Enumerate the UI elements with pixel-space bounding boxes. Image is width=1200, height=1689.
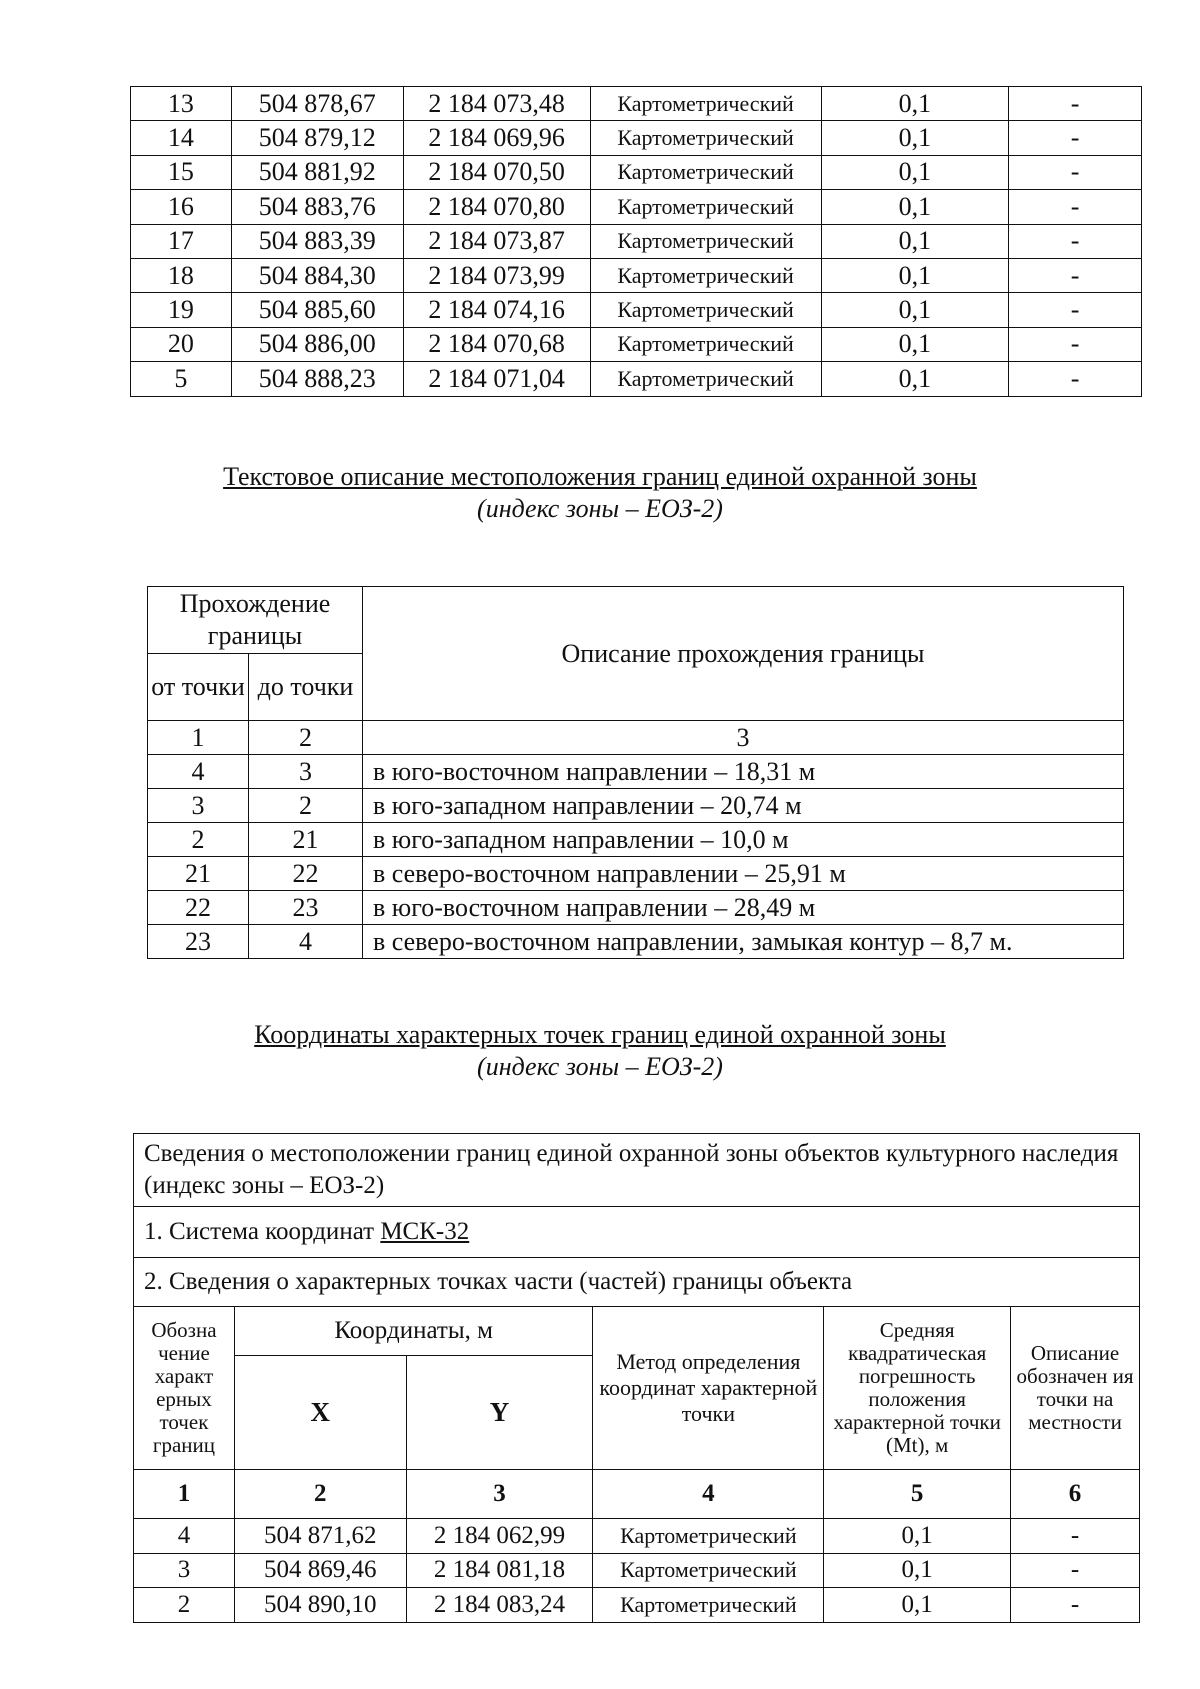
passage-description: в северо-восточном направлении – 25,91 м bbox=[363, 857, 1124, 891]
point-number: 16 bbox=[131, 190, 232, 224]
to-point: 4 bbox=[249, 925, 363, 959]
point-description: - bbox=[1009, 190, 1142, 224]
method: Картометрический bbox=[593, 1588, 824, 1623]
points-info: 2. Сведения о характерных точках части (частей) границы объекта bbox=[134, 1258, 1140, 1307]
passage-description: в северо-восточном направлении, замыкая контур – 8,7 м. bbox=[363, 925, 1124, 959]
col-num: 5 bbox=[824, 1470, 1011, 1519]
method: Картометрический bbox=[593, 1519, 824, 1554]
coordinates-table-body bbox=[131, 87, 1142, 397]
point-number: 14 bbox=[131, 121, 232, 155]
coord-y: 2 184 071,04 bbox=[403, 362, 590, 396]
section-title-coordinates bbox=[0, 1020, 1200, 1082]
point-description: - bbox=[1009, 258, 1142, 292]
table-row bbox=[131, 87, 1142, 121]
to-point: 3 bbox=[249, 755, 363, 789]
method: Картометрический bbox=[590, 224, 821, 258]
to-point: 21 bbox=[249, 823, 363, 857]
characteristic-points-table bbox=[133, 1133, 1140, 1623]
boundary-description-table bbox=[147, 586, 1124, 959]
coord-y: 2 184 081,18 bbox=[406, 1553, 593, 1588]
col-num: 2 bbox=[249, 721, 363, 755]
coord-x: 504 890,10 bbox=[234, 1588, 406, 1623]
point-number: 15 bbox=[131, 155, 232, 189]
coord-y: 2 184 070,68 bbox=[403, 327, 590, 361]
mt-value: 0,1 bbox=[821, 224, 1009, 258]
col-num: 1 bbox=[134, 1470, 235, 1519]
point-description: - bbox=[1009, 87, 1142, 121]
section-title: Координаты характерных точек границ единой охранной зоны bbox=[254, 1020, 946, 1049]
table-row bbox=[148, 891, 1124, 925]
mt-value: 0,1 bbox=[821, 362, 1009, 396]
method: Картометрический bbox=[590, 258, 821, 292]
mt-value: 0,1 bbox=[821, 190, 1009, 224]
from-point: 21 bbox=[148, 857, 249, 891]
col-num: 1 bbox=[148, 721, 249, 755]
point-description: - bbox=[1009, 121, 1142, 155]
passage-description: в юго-восточном направлении – 18,31 м bbox=[363, 755, 1124, 789]
table-row bbox=[131, 190, 1142, 224]
coord-x: 504 878,67 bbox=[231, 87, 403, 121]
to-point: 22 bbox=[249, 857, 363, 891]
point-description: - bbox=[1011, 1519, 1140, 1554]
table-row bbox=[134, 1519, 1140, 1554]
table-row bbox=[131, 327, 1142, 361]
point-description: - bbox=[1009, 224, 1142, 258]
method: Картометрический bbox=[590, 362, 821, 396]
table-row bbox=[134, 1553, 1140, 1588]
passage-description: в юго-западном направлении – 10,0 м bbox=[363, 823, 1124, 857]
mt-value: 0,1 bbox=[821, 155, 1009, 189]
table-row bbox=[134, 1588, 1140, 1623]
point-number: 20 bbox=[131, 327, 232, 361]
section-subtitle: (индекс зоны – ЕОЗ-2) bbox=[477, 1052, 723, 1081]
table-row bbox=[148, 857, 1124, 891]
coord-y: 2 184 083,24 bbox=[406, 1588, 593, 1623]
passage-description: в юго-восточном направлении – 28,49 м bbox=[363, 891, 1124, 925]
coordinate-system-label: 1. Система координат bbox=[144, 1218, 381, 1245]
coord-x: 504 869,46 bbox=[234, 1553, 406, 1588]
coord-x: 504 871,62 bbox=[234, 1519, 406, 1554]
col-num: 3 bbox=[363, 721, 1124, 755]
coord-y: 2 184 073,87 bbox=[403, 224, 590, 258]
coord-y: 2 184 073,99 bbox=[403, 258, 590, 292]
mt-value: 0,1 bbox=[824, 1553, 1011, 1588]
point-number: 19 bbox=[131, 293, 232, 327]
table-row bbox=[131, 121, 1142, 155]
header-designation: Обозна чение характ ерных точек границ bbox=[134, 1307, 235, 1470]
header-to-point: до точки bbox=[249, 654, 363, 721]
table-row bbox=[148, 823, 1124, 857]
header-point-description: Описание обозначен ия точки на местности bbox=[1011, 1307, 1140, 1470]
header-method: Метод определения координат характерной точки bbox=[593, 1307, 824, 1470]
boundary-description-body bbox=[148, 587, 1124, 959]
point-number: 17 bbox=[131, 224, 232, 258]
coord-x: 504 883,39 bbox=[231, 224, 403, 258]
coord-y: 2 184 070,80 bbox=[403, 190, 590, 224]
zone-info: Сведения о местоположении границ единой охранной зоны объектов культурного наследия (индекс зоны – ЕОЗ-2) bbox=[134, 1134, 1140, 1207]
section-title: Текстовое описание местоположения границ единой охранной зоны bbox=[223, 462, 977, 491]
method: Картометрический bbox=[590, 190, 821, 224]
header-x: X bbox=[234, 1356, 406, 1470]
point-number: 2 bbox=[134, 1588, 235, 1623]
table-row bbox=[148, 925, 1124, 959]
table-row bbox=[131, 293, 1142, 327]
point-number: 5 bbox=[131, 362, 232, 396]
from-point: 22 bbox=[148, 891, 249, 925]
col-num: 3 bbox=[406, 1470, 593, 1519]
point-number: 4 bbox=[134, 1519, 235, 1554]
point-number: 18 bbox=[131, 258, 232, 292]
from-point: 2 bbox=[148, 823, 249, 857]
col-num: 2 bbox=[234, 1470, 406, 1519]
mt-value: 0,1 bbox=[821, 87, 1009, 121]
from-point: 23 bbox=[148, 925, 249, 959]
table-row bbox=[148, 755, 1124, 789]
point-description: - bbox=[1009, 327, 1142, 361]
mt-value: 0,1 bbox=[821, 121, 1009, 155]
method: Картометрический bbox=[590, 293, 821, 327]
mt-value: 0,1 bbox=[821, 258, 1009, 292]
characteristic-points-body bbox=[134, 1134, 1140, 1623]
coord-x: 504 881,92 bbox=[231, 155, 403, 189]
to-point: 2 bbox=[249, 789, 363, 823]
coordinate-system bbox=[134, 1207, 1140, 1258]
mt-value: 0,1 bbox=[824, 1519, 1011, 1554]
coord-x: 504 885,60 bbox=[231, 293, 403, 327]
table-row bbox=[131, 224, 1142, 258]
mt-value: 0,1 bbox=[821, 293, 1009, 327]
method: Картометрический bbox=[590, 155, 821, 189]
method: Картометрический bbox=[590, 87, 821, 121]
point-description: - bbox=[1011, 1553, 1140, 1588]
col-num: 4 bbox=[593, 1470, 824, 1519]
section-title-text-description bbox=[0, 462, 1200, 524]
col-num: 6 bbox=[1011, 1470, 1140, 1519]
point-description: - bbox=[1009, 362, 1142, 396]
column-numbers-row bbox=[134, 1470, 1140, 1519]
coord-x: 504 883,76 bbox=[231, 190, 403, 224]
method: Картометрический bbox=[593, 1553, 824, 1588]
coord-y: 2 184 062,99 bbox=[406, 1519, 593, 1554]
point-description: - bbox=[1009, 293, 1142, 327]
point-description: - bbox=[1011, 1588, 1140, 1623]
mt-value: 0,1 bbox=[821, 327, 1009, 361]
section-subtitle: (индекс зоны – ЕОЗ-2) bbox=[477, 494, 723, 523]
coord-x: 504 879,12 bbox=[231, 121, 403, 155]
from-point: 3 bbox=[148, 789, 249, 823]
passage-description: в юго-западном направлении – 20,74 м bbox=[363, 789, 1124, 823]
table-row bbox=[131, 258, 1142, 292]
table-row bbox=[131, 362, 1142, 396]
coord-y: 2 184 069,96 bbox=[403, 121, 590, 155]
coord-x: 504 886,00 bbox=[231, 327, 403, 361]
table-row bbox=[148, 789, 1124, 823]
from-point: 4 bbox=[148, 755, 249, 789]
header-error: Средняя квадратическая погрешность положения характерной точки (Mt), м bbox=[824, 1307, 1011, 1470]
header-y: Y bbox=[406, 1356, 593, 1470]
coordinate-system-value: МСК-32 bbox=[380, 1218, 470, 1245]
table-row bbox=[131, 155, 1142, 189]
coord-y: 2 184 073,48 bbox=[403, 87, 590, 121]
method: Картометрический bbox=[590, 121, 821, 155]
coord-x: 504 884,30 bbox=[231, 258, 403, 292]
point-number: 13 bbox=[131, 87, 232, 121]
coordinates-table-continued bbox=[130, 86, 1142, 397]
header-from-point: от точки bbox=[148, 654, 249, 721]
coord-x: 504 888,23 bbox=[231, 362, 403, 396]
point-description: - bbox=[1009, 155, 1142, 189]
mt-value: 0,1 bbox=[824, 1588, 1011, 1623]
header-passage: Прохождение границы bbox=[148, 587, 363, 654]
coord-y: 2 184 070,50 bbox=[403, 155, 590, 189]
method: Картометрический bbox=[590, 327, 821, 361]
point-number: 3 bbox=[134, 1553, 235, 1588]
header-coordinates: Координаты, м bbox=[234, 1307, 593, 1356]
coord-y: 2 184 074,16 bbox=[403, 293, 590, 327]
header-description: Описание прохождения границы bbox=[363, 587, 1124, 721]
to-point: 23 bbox=[249, 891, 363, 925]
